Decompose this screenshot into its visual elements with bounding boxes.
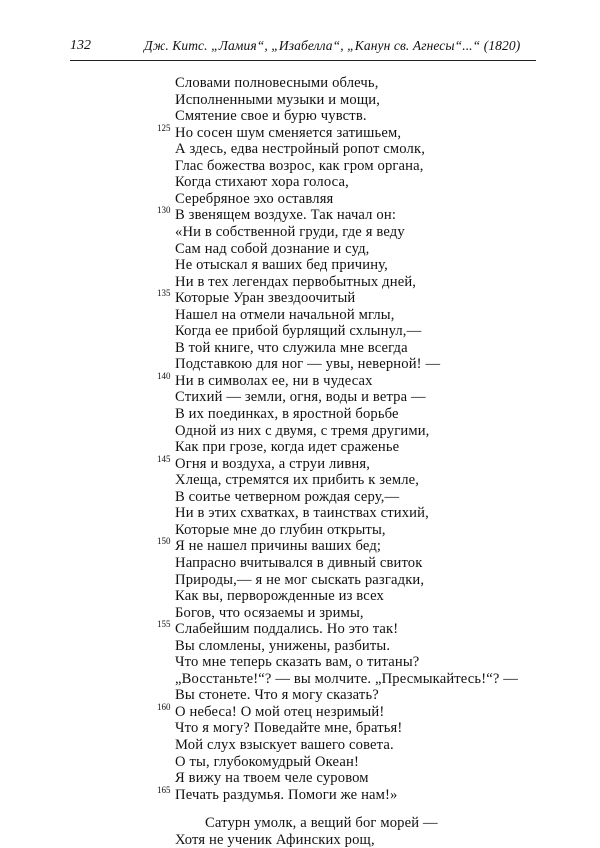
poem-line: Исполненными музыки и мощи, — [175, 91, 381, 108]
poem-line: Хлеща, стремятся их прибить к земле, — [175, 472, 420, 489]
line-number-marker: 150 — [157, 536, 171, 547]
poem-line: Ни в этих схватках, в таинствах стихий, — [175, 505, 429, 522]
line-number-marker: 165 — [157, 784, 171, 795]
line-number-marker: 160 — [157, 701, 171, 712]
poem-line: Печать раздумья. Помоги же нам!» — [175, 786, 398, 803]
poem-line: Я вижу на твоем челе суровом — [175, 770, 369, 787]
poem-line: Как при грозе, когда идет сраженье — [175, 439, 400, 456]
line-number-marker: 130 — [157, 205, 171, 216]
poem-line: В их поединках, в яростной борьбе — [175, 406, 399, 422]
poem-line: Огня и воздуха, а струи ливня, — [175, 455, 371, 472]
poem-line: Одной из них с двумя, с тремя другими, — [175, 422, 430, 439]
header-divider — [70, 60, 536, 61]
poem-line: Ни в символах ее, ни в чудесах — [175, 372, 373, 389]
page-header — [70, 38, 540, 58]
poem-line-stanza2: Сатурн умолк, а вещий бог морей — — [205, 815, 438, 832]
poem-line: Природы,— я не мог сыскать разгадки, — [175, 571, 425, 588]
poem-line: О небеса! О мой отец незримый! — [175, 703, 385, 720]
poem-line: О ты, глубокомудрый Океан! — [175, 753, 359, 770]
poem-line: Нашел на отмели начальной мглы, — [175, 306, 395, 323]
poem-line: Сам над собой дознание и суд, — [175, 240, 370, 257]
poem-line: Что я могу? Поведайте мне, братья! — [175, 720, 403, 737]
poem-line: Смятение свое и бурю чувств. — [175, 108, 367, 125]
poem-line: Когда стихают хора голоса, — [175, 174, 349, 191]
poem-line: „Восстаньте!“? — вы молчите. „Пресмыкайтесь!“? — — [175, 670, 519, 687]
poem-line: Серебряное эхо оставляя — [175, 190, 334, 207]
poem-line: Которые Уран звездоочитый — [175, 290, 356, 307]
poem-line: В той книге, что служила мне всегда — [175, 339, 408, 356]
poem-line: Я не нашел причины ваших бед; — [175, 538, 382, 555]
poem-line-stanza2: Хотя не ученик Афинских рощ, — [175, 831, 375, 848]
poem-line: Ни в тех легендах первобытных дней, — [175, 273, 417, 290]
line-number-marker: 145 — [157, 453, 171, 464]
poem-line: В соитье четверном рождая серу,— — [175, 488, 400, 505]
line-number-marker: 155 — [157, 619, 171, 630]
line-number-marker: 125 — [157, 122, 171, 133]
poem-line: «Ни в собственной груди, где я веду — [175, 223, 405, 240]
running-title: Дж. Китс. „Ламия“, „Изабелла“, „Канун св. Агнесы“...“ (1820) — [144, 38, 521, 53]
poem-line: Глас божества возрос, как гром органа, — [175, 157, 424, 174]
poem-line: Подставкою для ног — увы, неверной! — — [175, 356, 441, 373]
poem-line: Вы сломлены, унижены, разбиты. — [175, 637, 391, 654]
page-number: 132 — [70, 38, 91, 53]
poem-line: Вы стонете. Что я могу сказать? — [175, 687, 379, 704]
poem-line: Когда ее прибой бурлящий схлынул,— — [175, 323, 422, 340]
poem-line: Не отыскал я ваших бед причину, — [175, 257, 388, 274]
poem-line: Но сосен шум сменяется затишьем, — [175, 124, 402, 141]
poem-line: Которые мне до глубин открыты, — [175, 521, 386, 538]
poem-line: Словами полновесными облечь, — [175, 75, 379, 91]
poem-line: Напрасно вчитывался в дивный свиток — [175, 554, 423, 571]
poem-line: Слабейшим поддались. Но это так! — [175, 621, 399, 638]
poem-line: Мой слух взыскует вашего совета. — [175, 737, 394, 753]
poem-line: Богов, что осязаемы и зримы, — [175, 604, 364, 621]
poem-line: Как вы, перворожденные из всех — [175, 588, 384, 605]
line-number-marker: 135 — [157, 288, 171, 299]
poem-line: Что мне теперь сказать вам, о титаны? — [175, 654, 420, 671]
poem-line: Стихий — земли, огня, воды и ветра — — [175, 389, 426, 406]
line-number-marker: 140 — [157, 370, 171, 381]
poem-line: В звенящем воздухе. Так начал он: — [175, 207, 397, 224]
poem-line: А здесь, едва нестройный ропот смолк, — [175, 141, 426, 158]
